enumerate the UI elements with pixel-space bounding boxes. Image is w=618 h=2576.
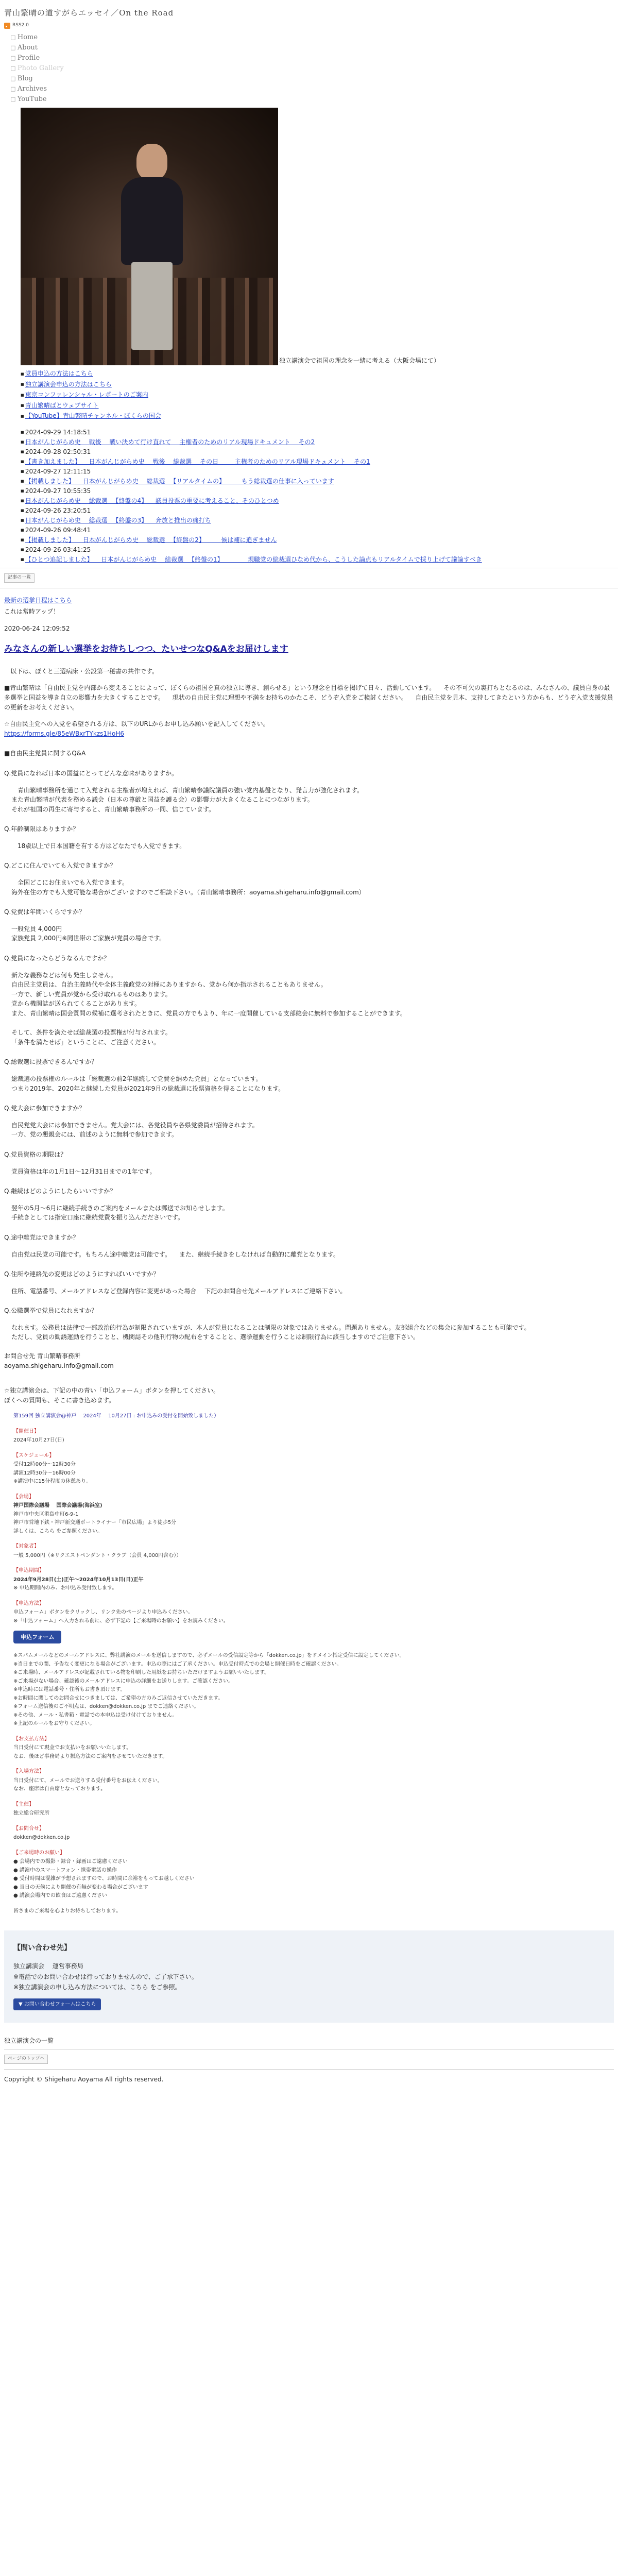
- nav-blog[interactable]: □ Blog: [10, 74, 618, 84]
- faq-question: Q.党員になれば日本の国益にとってどんな意味がありますか。: [4, 769, 178, 777]
- detail-line: 当日受付にて現金でお支払いをお願いいたします。: [13, 1745, 132, 1751]
- faq-answer: 翌年の5月〜6月に継続手続きのご案内をメールまたは郵送でお知らせします。 手続きとしては指定口座に継続党費を振り込んだださいです。: [11, 1204, 229, 1222]
- detail-line: 詳しくは、こちら をご参照ください。: [13, 1528, 103, 1534]
- lecture-list-link[interactable]: 独立講演会の一覧: [4, 2037, 54, 2045]
- detail-block: [13, 1428, 614, 1445]
- faq-item: [4, 1057, 614, 1093]
- detail-block: [13, 1768, 614, 1793]
- post-link[interactable]: 日本がんじがらめ史 総裁選 【終盤の3】 奔放と推出の痛打ち: [25, 516, 211, 524]
- article-paragraph: ■青山繁晴は「自由民主党を内部から変えることによって、ぼくらの祖国を真の独立に導き、創らせる」という理念を目標を掲げて日々、活動しています。 その不可欠の裏打ちとなるのは、みなさんの、議員自身の最多選挙と国益を導き自立の影響力を大きくすることです。 現状の自由民主党に理想や不満をお持ちのかたこそ、どうぞ入党をご検討ください。 自由民主党を見本、支持してきたという方からも、どうぞ入党支援党員の更新をお考えください。: [4, 684, 613, 711]
- post-date: ■ 2024-09-28 02:50:31: [21, 447, 618, 457]
- faq-item: [4, 1233, 614, 1259]
- faq-answer: 党員資格は年の1月1日〜12月31日までの1年です。: [11, 1167, 156, 1175]
- post-link[interactable]: 日本がんじがらめ史 戦後 戦い決めて行け直れて 主権者のためのリアル現場ドキュメント その2: [25, 438, 315, 446]
- contact-label: お問合せ先 青山繁晴事務所: [4, 1352, 80, 1360]
- nav-home[interactable]: □ Home: [10, 32, 618, 43]
- faq-answer: 18歳以上で日本国籍を有する方はどなたでも入党できます。: [11, 842, 186, 850]
- faq-item: [4, 907, 614, 943]
- detail-line: 2024年9月28日(土)正午〜2024年10月13日(日)正午: [13, 1577, 144, 1583]
- contact-box: [4, 1930, 614, 2023]
- notice-item: ※その他、メール・私書箱・電話での本申込は受け付けておりません。: [13, 1712, 178, 1718]
- faq-answer: 住所、電話番号、メールアドレスなど登録内容に変更があった場合 下記のお問合せ先メールアドレスにご連絡下さい。: [11, 1287, 347, 1295]
- faq-list: [4, 769, 614, 1342]
- lecture-intro: ぼくへの質問も、そこに書き込めます。: [4, 1396, 115, 1404]
- detail-label: 【申込期間】: [13, 1568, 44, 1574]
- detail-label: 【スケジュール】: [13, 1452, 55, 1459]
- rule-item: ● 講演会場内での飲食はご遠慮ください: [13, 1893, 107, 1899]
- copyright: Copyright © Shigeharu Aoyama All rights reserved.: [4, 2075, 164, 2083]
- detail-label: 【入場方法】: [13, 1769, 44, 1775]
- recent-posts: [21, 428, 618, 565]
- detail-block: [13, 1600, 614, 1625]
- notice-item: ※ご来場時、メールアドレスが記載されている物を印刷した用紙をお持ちいただけますようお願いいたします。: [13, 1670, 270, 1676]
- article-title: みなさんの新しい選挙をお待ちしつつ、たいせつなQ&Aをお届けします: [4, 644, 288, 655]
- detail-label: 【会場】: [13, 1494, 34, 1500]
- quick-link-website[interactable]: 青山繁晴ばとウェブサイト: [25, 401, 99, 409]
- contact-line: 独立講演会 運営事務局: [13, 1962, 83, 1970]
- detail-line: 受付12時00分〜12時30分: [13, 1462, 76, 1468]
- hero-caption: 独立講演会で祖国の理念を一緒に考える（大阪会場にて）: [279, 357, 440, 364]
- post-list-button[interactable]: 記事の一覧: [4, 573, 35, 583]
- detail-block: [13, 1735, 614, 1761]
- detail-line: 講演12時30分〜16時00分: [13, 1470, 76, 1476]
- detail-line: 当日受付にて、メールでお送りする受付番号をお伝えください。: [13, 1777, 163, 1784]
- faq-answer: 一般党員 4,000円 家族党員 2,000円※同世帯のご家族が党員の場合です。: [11, 925, 166, 942]
- main-nav: [10, 32, 618, 105]
- article-date: 2020-06-24 12:09:52: [4, 624, 70, 632]
- faq-item: [4, 1306, 614, 1342]
- nav-about[interactable]: □ About: [10, 43, 618, 53]
- quick-link-confidential-report[interactable]: 東京コンファレンシャル・レポートのご案内: [25, 391, 148, 399]
- faq-question: Q.継続はどのようにしたらいいですか？: [4, 1188, 116, 1195]
- quick-link-youtube[interactable]: 【YouTube】青山繁晴チャンネル・ぼくらの国会: [25, 412, 161, 420]
- nav-archives[interactable]: □ Archives: [10, 84, 618, 94]
- rule-item: ● 受付時間は混雑が予想されますので、お時間に余裕をもってお越しください: [13, 1876, 195, 1882]
- detail-label: 【お支払方法】: [13, 1736, 49, 1742]
- post-link[interactable]: 【書き加えました】 日本がんじがらめ史 戦後 総裁選 その日 主権者のためのリアル現場ドキュメント その1: [25, 457, 370, 465]
- faq-item: [4, 861, 614, 897]
- contact-line: ※電話でのお問い合わせは行っておりませんので、ご了承下さい。: [13, 1973, 198, 1980]
- contact-title: 【問い合わせ先】: [13, 1944, 71, 1953]
- post-link[interactable]: 日本がんじがらめ史 総裁選 【終盤の4】 議員投票の重要に考えること、そのひとつめ: [25, 497, 279, 504]
- rules-label: 【ご来場時のお願い】: [13, 1850, 65, 1856]
- membership-form-link[interactable]: https://forms.gle/85eWBxrTYkzs1HoH6: [4, 730, 125, 737]
- faq-item: [4, 1187, 614, 1223]
- detail-line: 2024年10月27日(日): [13, 1437, 64, 1444]
- detail-label: 【開催日】: [13, 1428, 39, 1434]
- speaker-body: [121, 177, 183, 265]
- post-date: ■ 2024-09-26 03:41:25: [21, 545, 618, 555]
- page-top-button[interactable]: ページのトップへ: [4, 2055, 48, 2064]
- notice-item: ※申込時には電話番号・住所もお書き頂けます。: [13, 1687, 126, 1693]
- contact-form-button[interactable]: ▼ お問い合わせフォームはこちら: [13, 1998, 101, 2011]
- post-date: ■ 2024-09-26 23:20:51: [21, 506, 618, 516]
- detail-block: [13, 1452, 614, 1486]
- detail-line: なお、座席は自由席となっております。: [13, 1786, 106, 1792]
- faq-item: [4, 769, 614, 814]
- footer-nav: [4, 2036, 614, 2070]
- notice-list: [13, 1652, 614, 1728]
- post-date: ■ 2024-09-27 10:55:35: [21, 486, 618, 496]
- lecture-intro: ☆独立講演会は、下記の中の青い「申込フォーム」ボタンを押してください。: [4, 1387, 220, 1395]
- speaker-legs: [131, 262, 173, 350]
- post-link[interactable]: 【ひとつ追記しました】 日本がんじがらめ史 総裁選 【終盤の1】 現職党の総裁選ひなめ代から、こうした論点もリアルタイムで採り上げて議論すべき: [25, 555, 482, 563]
- quick-link-lecture-apply[interactable]: 独立講演会申込の方法はこちら: [25, 380, 112, 388]
- faq-answer: 総裁選の投票権のルールは「総裁選の前2年継続して党費を納めた党員」となっています。 つまり2019年、2020年と継続した党員が2021年9月の総裁選に投票資格を得ることになります。: [11, 1075, 285, 1092]
- faq-answer: 青山繁晴事務所を通じて入党される主権者が増えれば、青山繁晴参議院議員の強い党内基盤となり、発言力が強化されます。 また青山繁晴が代表を務める議会（日本の尊厳と国益を護る会）の影響力が大きくなることにつながります。 それが祖国の再生に寄与すると、青山繁晴事務所の一同、信じています。: [11, 786, 364, 813]
- faq-question: Q.年齢制限はありますか？: [4, 825, 79, 833]
- event-title: 第159回 独立講演会@神戸 2024年 10月27日 : お申込みの受付を開始致しました）: [13, 1413, 219, 1419]
- faq-question: Q.途中離党はできますか？: [4, 1233, 79, 1241]
- notice-item: ※上記のルールをお守りください。: [13, 1721, 95, 1727]
- lecture-details: [13, 1412, 614, 1915]
- detail-line: 申込フォーム」ボタンをクリックし、リンク先のページより申込みください。: [13, 1609, 193, 1616]
- detail-line: 神戸市中央区港島中町6-9-1: [13, 1511, 79, 1517]
- rule-item: ● 当日の天候により開催の有無が変わる場合がございます: [13, 1884, 148, 1890]
- nav-photo-gallery[interactable]: □ Photo Gallery: [10, 63, 618, 74]
- notice-item: ※ご来場がない場合、確認後のメールアドレスに申込の詳細をお送りします。ご確認ください。: [13, 1678, 234, 1684]
- notice-item: ※当日までの間、予告なく変更になる場合がございます。申込の際にはご了承ください。申込受付時点での会場と開催日時をご確認ください。: [13, 1661, 342, 1667]
- detail-label: 【申込方法】: [13, 1600, 44, 1606]
- detail-line: 一般 5,000円（※リクエストペンダント・クラブ（会員 4,000円含む））: [13, 1552, 182, 1558]
- detail-block: [13, 1825, 614, 1842]
- rss-link[interactable]: [4, 22, 614, 29]
- page: [0, 7, 618, 2084]
- detail-label: 【お問合せ】: [13, 1825, 44, 1832]
- rss-icon: [4, 23, 10, 29]
- faq-answer: 自由党は民党の可能です。もちろん途中離党は可能です。 また、継続手続きをしなければ自動的に離党となります。: [11, 1250, 339, 1258]
- faq-answer: 新たな義務などは何も発生しません。 自由民主党員は、自治主義時代や全体主義政党の対極にありますから、党から何か指示されることもありません。 一方で、新しい党員が党から受け取れるものはあります。 党から機関誌が送られてくることがあります。 また、青山繁晴は国会質問の候補に選考されたときに、党員の方でもより、年に一度開催している支部総会に無料で参加することができます。 そして、条件を満たせば総裁選の投票権が付与されます。 「条件を満たせば」ということに、ご注意ください。: [11, 971, 407, 1046]
- article-tag: これは常時アップ！: [4, 608, 60, 616]
- article-intro: 以下は、ぼくと三選病床・公設第一秘書の共作です。: [4, 667, 159, 675]
- faq-question: Q.住所や連絡先の変更はどのようにすればいいですか？: [4, 1270, 160, 1278]
- detail-line: 神戸国際会議場 国際会議場(海浜室): [13, 1503, 102, 1509]
- faq-question: Q.党員になったらどうなるんですか？: [4, 955, 110, 962]
- detail-line: ※ 申込期間内のみ、お申込み受付致します。: [13, 1585, 117, 1591]
- faq-answer: なれます。公務員は法律で一部政治的行為が制限されていますが、本人が党員になることは制限の対象ではありません。問題ありません。友部組合などの集会に参加することも可能です。 ただし、党員の勧誘運動を行うことと、機関誌その他刊行物の配布をすることと、選挙運動を行うことは制限行為に該当しますのでご注意下さい。: [11, 1324, 530, 1341]
- post-date: ■ 2024-09-26 09:48:41: [21, 526, 618, 535]
- detail-line: 神戸市営地下鉄・神戸新交通ポートライナー「市民広場」より徒歩5分: [13, 1520, 177, 1526]
- election-schedule-link[interactable]: 最新の選挙日程はこちら: [4, 596, 73, 604]
- quick-links: [21, 368, 618, 421]
- notice-item: ※フォーム送信後のご不明点は、dokken@dokken.co.jp までご連絡ください。: [13, 1704, 199, 1710]
- faq-item: [4, 1104, 614, 1140]
- lecture-section: [4, 1386, 614, 1915]
- post-link[interactable]: 【掲載しました】 日本がんじがらめ史 総裁選 【リアルタイムの】 もう総裁選の仕事に入っています: [25, 477, 334, 485]
- faq-question: Q.公職選挙で党員になれますか？: [4, 1307, 98, 1315]
- detail-line: なお、後ほど事務局より振込方法のご案内をさせていただきます。: [13, 1753, 168, 1759]
- nav-youtube[interactable]: □ YouTube: [10, 94, 618, 105]
- nav-profile[interactable]: □ Profile: [10, 53, 618, 63]
- contact-line: ※独立講演会の申し込み方法については、こちら をご参照。: [13, 1984, 181, 1991]
- rule-item: ● 講演中のスマートフォン・携帯電話の操作: [13, 1867, 117, 1873]
- detail-block: [13, 1801, 614, 1818]
- faq-item: [4, 1269, 614, 1296]
- closing-text: 皆さまのご来場を心よりお待ちしております。: [13, 1908, 122, 1914]
- faq-question: Q.党費は年間いくらですか？: [4, 908, 85, 916]
- post-date: ■ 2024-09-27 12:11:15: [21, 467, 618, 477]
- detail-line: 独立総合研究所: [13, 1810, 49, 1817]
- detail-line: ※講演中に15分程度の休憩あり。: [13, 1479, 92, 1485]
- faq-answer: 全国どこにお住まいでも入党できます。 海外在住の方でも入党可能な場合がございますのでご相談下さい。（青山繁晴事務所：aoyama.shigeharu.info@gmail.com）: [11, 879, 365, 896]
- detail-block: [13, 1567, 614, 1592]
- notice-item: ※お時間に関してのお問合せにつきましては、ご希望の方のみご返信させていただきます。: [13, 1695, 224, 1701]
- post-date: ■ 2024-09-29 14:18:51: [21, 428, 618, 437]
- hero-photo: [21, 108, 278, 365]
- faq-answer: 自民党党大会には参加できません。党大会には、各党役員や各県党委員が招待されます。 一方、党の懇親会には、前述のように無料で参加できます。: [11, 1121, 259, 1139]
- detail-label: 【主催】: [13, 1801, 34, 1807]
- rss-label: RSS2.0: [12, 23, 29, 28]
- detail-block: [13, 1543, 614, 1560]
- notice-item: ※スパムメールなどのメールアドレスに、弊社講演のメールを送信しますので、必ずメールの受信設定等から「dokken.co.jp」をドメイン指定受信に設定してください。: [13, 1653, 405, 1659]
- detail-block: [13, 1493, 614, 1536]
- faq-question: Q.党大会に参加できますか？: [4, 1105, 85, 1112]
- contact-email[interactable]: aoyama.shigeharu.info@gmail.com: [4, 1362, 114, 1369]
- detail-label: 【対象者】: [13, 1544, 39, 1550]
- article-paragraph: ☆自由民主党への入党を希望される方は、以下のURLからお申し込み願いを記入してください。: [4, 720, 269, 728]
- apply-form-button[interactable]: 申込フォーム: [13, 1631, 61, 1643]
- faq-item: [4, 824, 614, 851]
- divider: [4, 2069, 614, 2070]
- detail-line[interactable]: dokken@dokken.co.jp: [13, 1835, 70, 1841]
- faq-question: Q.どこに住んでいても入党できますか？: [4, 862, 116, 870]
- faq-question: Q.総裁選に投票できるんですか？: [4, 1058, 98, 1066]
- quick-link-party-membership[interactable]: 党員申込の方法はこちら: [25, 370, 93, 378]
- faq-item: [4, 1150, 614, 1176]
- faq-heading: ■自由民主党員に関するQ&A: [4, 750, 86, 757]
- speaker-head: [136, 144, 167, 180]
- hero: [21, 108, 618, 365]
- site-title[interactable]: 青山繁晴の道すがらエッセイ／On the Road: [4, 8, 174, 18]
- detail-line: ※「申込フォーム」へ入力される前に、必ず下記の【ご来場時のお願い】をお読みください。: [13, 1618, 229, 1624]
- faq-question: Q.党員資格の期限は？: [4, 1150, 67, 1158]
- rule-item: ● 会場内での撮影・録音・録画はご遠慮ください: [13, 1859, 128, 1865]
- post-link[interactable]: 【掲載しました】 日本がんじがらめ史 総裁選 【終盤の2】 候は補に追ぎません: [25, 536, 277, 544]
- article: [4, 596, 614, 1371]
- faq-item: [4, 954, 614, 1047]
